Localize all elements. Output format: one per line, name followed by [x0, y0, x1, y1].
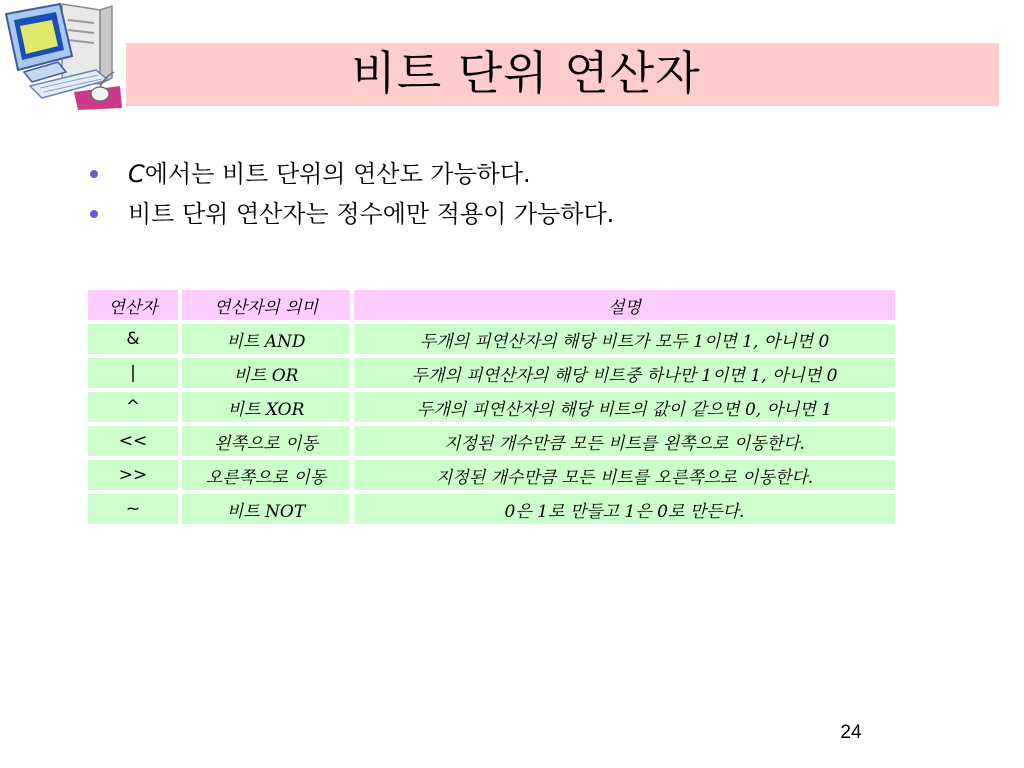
meaning-cell: 비트 AND — [182, 324, 350, 354]
table-row — [88, 324, 895, 354]
meaning-cell: 오른쪽으로 이동 — [182, 460, 350, 490]
table-row — [88, 460, 895, 490]
table-header-row — [88, 290, 895, 320]
bullet-prefix: C — [128, 160, 145, 188]
description-cell: 두개의 피연산자의 해당 비트중 하나만 1이면 1, 아니면 0 — [354, 358, 895, 388]
meaning-cell: 비트 XOR — [182, 392, 350, 422]
header-operator: 연산자 — [88, 290, 178, 320]
description-cell: 두개의 피연산자의 해당 비트의 값이 같으면 0, 아니면 1 — [354, 392, 895, 422]
page-number: 24 — [840, 722, 862, 743]
meaning-cell: 비트 OR — [182, 358, 350, 388]
operator-cell: ~ — [88, 494, 178, 524]
bullet-item — [86, 154, 614, 194]
bullet-dot-icon — [90, 210, 98, 218]
operator-cell: | — [88, 358, 178, 388]
meaning-cell: 비트 NOT — [182, 494, 350, 524]
table-row — [88, 426, 895, 456]
operator-table — [84, 286, 899, 528]
header-description: 설명 — [354, 290, 895, 320]
description-cell: 0은 1로 만들고 1은 0로 만든다. — [354, 494, 895, 524]
table-row — [88, 358, 895, 388]
bullet-text: 비트 단위 연산자는 정수에만 적용이 가능하다. — [128, 200, 615, 228]
description-cell: 지정된 개수만큼 모든 비트를 오른쪽으로 이동한다. — [354, 460, 895, 490]
description-cell: 지정된 개수만큼 모든 비트를 왼쪽으로 이동한다. — [354, 426, 895, 456]
table-row — [88, 392, 895, 422]
bullet-list — [86, 154, 614, 234]
computer-clipart-icon — [0, 0, 128, 112]
bullet-dot-icon — [90, 170, 98, 178]
bullet-text: 에서는 비트 단위의 연산도 가능하다. — [144, 160, 531, 188]
bullet-item — [86, 194, 614, 234]
operator-cell: >> — [88, 460, 178, 490]
operator-cell: & — [88, 324, 178, 354]
operator-cell: ^ — [88, 392, 178, 422]
meaning-cell: 왼쪽으로 이동 — [182, 426, 350, 456]
slide-title: 비트 단위 연산자 — [351, 46, 701, 100]
operator-cell: << — [88, 426, 178, 456]
header-meaning: 연산자의 의미 — [182, 290, 350, 320]
table-row — [88, 494, 895, 524]
description-cell: 두개의 피연산자의 해당 비트가 모두 1이면 1, 아니면 0 — [354, 324, 895, 354]
